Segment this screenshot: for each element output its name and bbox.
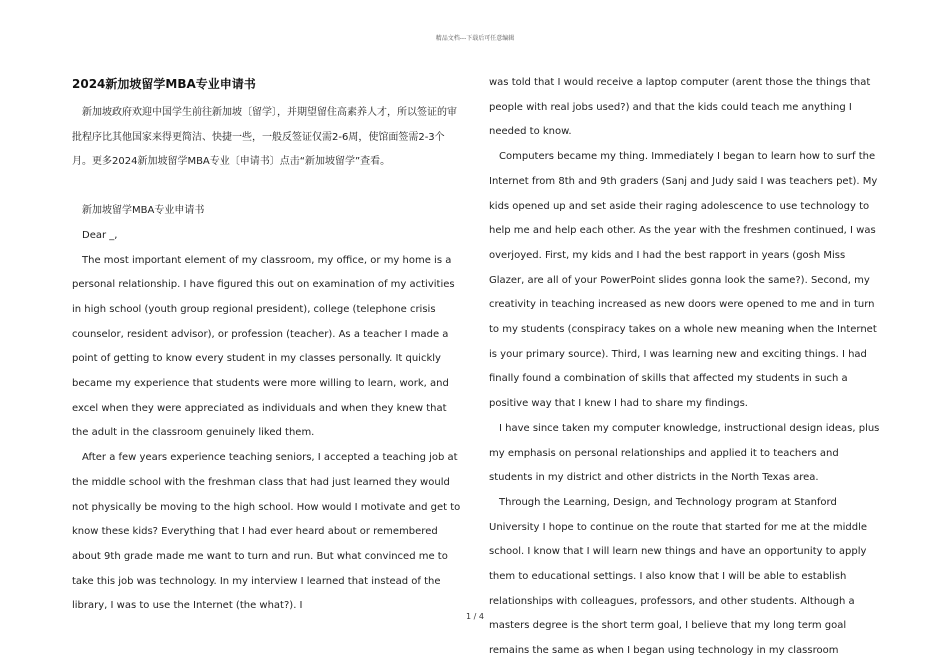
page-number: 1 / 4 <box>466 612 484 621</box>
left-column <box>72 72 464 619</box>
intro-paragraph: 新加坡政府欢迎中国学生前往新加坡〔留学〕，并期望留住高素养人才，所以签证的审批程序比其他国家来得更简洁、快捷一些，一般反签证仅需2-6周，使馆面签需2-3个月。更多2024新加坡留学MBA专业〔申请书〕点击“新加坡留学”查看。 <box>72 107 457 168</box>
body-paragraph: I have since taken my computer knowledge, instructional design ideas, plus my emphasis on personal relationships and applied it to teachers and students in my district and other districts in the North Texas area. <box>489 422 880 484</box>
body-paragraph: Computers became my thing. Immediately I began to learn how to surf the Internet from 8th and 9th graders (Sanj and Judy said I was teachers pet). My kids opened up and set aside their raging adolescence to use technology to help me and help each other. As the year with the freshmen continued, I was overjoyed. First, my kids and I had the best rapport in years (gosh Miss Glazer, are all of your PowerPoint slides gonna look the same?). Second, my creativity in teaching increased as new doors were opened to me and in turn to my students (conspiracy takes on a whole new meaning when the Internet is your primary source). Third, I was learning new and exciting things. I had finally found a combination of skills that affected my students in such a positive way that I knew I had to share my findings. <box>489 151 878 410</box>
subtitle: 新加坡留学MBA专业申请书 <box>82 205 205 217</box>
page-title: 2024新加坡留学MBA专业申请书 <box>72 77 256 91</box>
body-paragraph: After a few years experience teaching seniors, I accepted a teaching job at the middle school with the freshman class that had just learned they would not physically be moving to the high school. How would I motivate and get to know these kids? Everything that I had ever heard about or remembered about 9th grade made me want to turn and run. But what convinced me to take this job was technology. In my interview I learned that instead of the library, I was to use the Internet (the what?). I <box>72 452 461 612</box>
paragraph-gap <box>72 175 464 199</box>
page-header: 精品文档---下载后可任意编辑 <box>435 35 515 42</box>
body-paragraph: The most important element of my classroom, my office, or my home is a personal relationship. I have figured this out on examination of my activities in high school (youth group regional president), college (telephone crisis counselor, resident advisor), or profession (teacher). As a teacher I made a point of getting to know every student in my classes personally. It quickly became my experience that students were more willing to learn, work, and excel when they were appreciated as individuals and when they knew that the adult in the classroom genuinely liked them. <box>72 254 455 439</box>
right-column <box>489 71 881 664</box>
body-paragraph: Through the Learning, Design, and Technology program at Stanford University I hope to continue on the route that started for me at the middle school. I know that I will learn new things and have an opportunity to apply them to educational settings. I also know that I will be able to establish relationships with colleagues, professors, and other students. Although a masters degree is the short term goal, I believe that my long term goal remains the same as when I began using technology in my classroom <box>489 496 868 657</box>
body-paragraph: was told that I would receive a laptop computer (arent those the things that people with real jobs used?) and that the kids could teach me anything I needed to know. <box>489 77 871 138</box>
salutation: Dear _, <box>82 229 118 241</box>
